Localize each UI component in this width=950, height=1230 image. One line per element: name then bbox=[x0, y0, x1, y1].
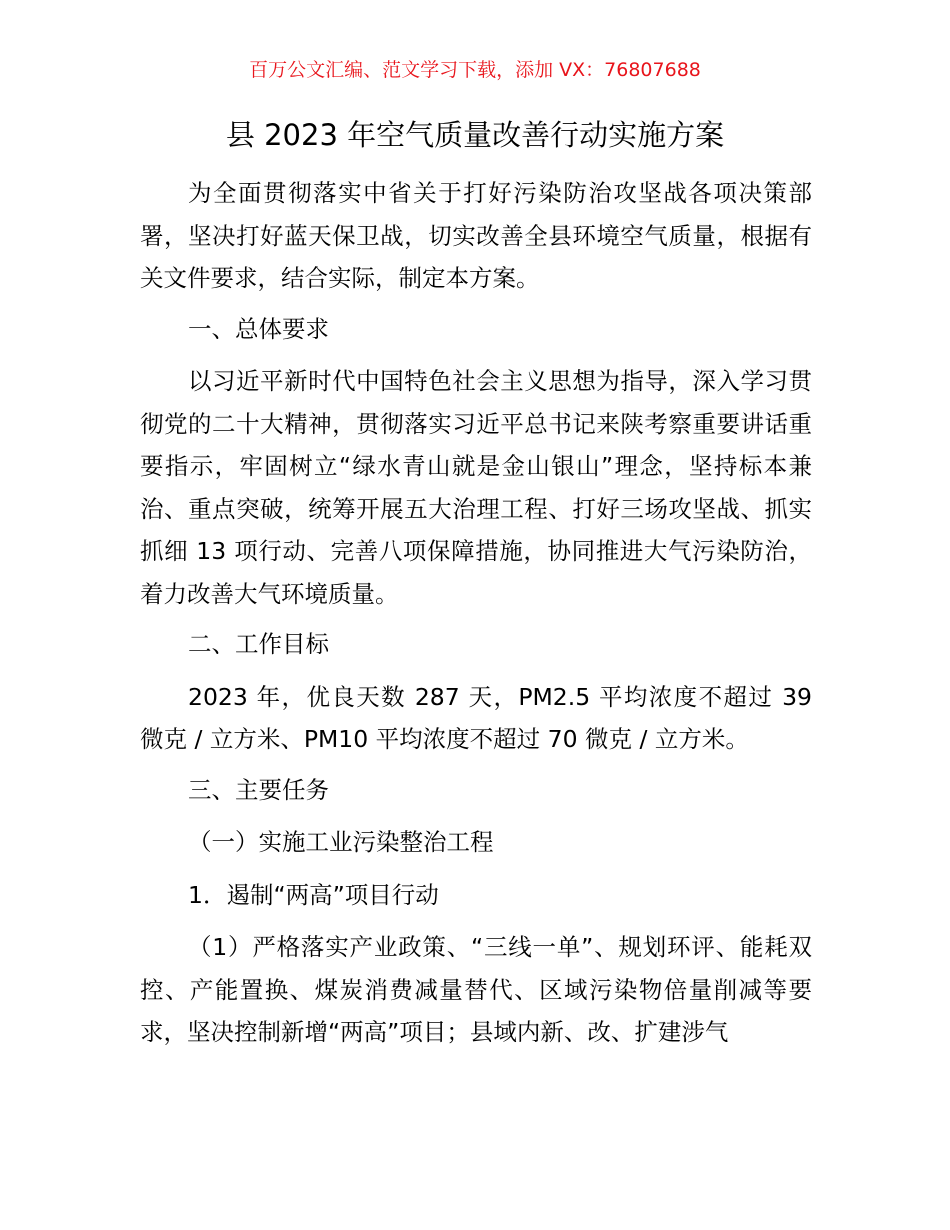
document-body bbox=[140, 172, 812, 1054]
work-goals-paragraph: 2023 年，优良天数 287 天，PM2.5 平均浓度不超过 39 微克 / 立方米、PM10 平均浓度不超过 70 微克 / 立方米。 bbox=[140, 682, 812, 753]
item-paragraph-1: （1）严格落实产业政策、“三线一单”、规划环评、能耗双控、产能置换、煤炭消费减量替代、区域污染物倍量削减等要求，坚决控制新增“两高”项目；县域内新、改、扩建涉气 bbox=[140, 933, 812, 1046]
subsection-heading-industrial-pollution: （一）实施工业污染整治工程 bbox=[188, 828, 494, 856]
section-heading-general-requirements: 一、总体要求 bbox=[188, 314, 329, 343]
item-heading-curb-two-high: 1．遏制“两高”项目行动 bbox=[188, 880, 439, 909]
watermark-header: 百万公文汇编、范文学习下载，添加 VX：76807688 bbox=[249, 59, 701, 81]
intro-paragraph: 为全面贯彻落实中省关于打好污染防治攻坚战各项决策部署，坚决打好蓝天保卫战，切实改善全县环境空气质量，根据有关文件要求，结合实际，制定本方案。 bbox=[140, 179, 812, 292]
document-title: 县 2023 年空气质量改善行动实施方案 bbox=[225, 118, 725, 152]
general-requirements-paragraph: 以习近平新时代中国特色社会主义思想为指导，深入学习贯彻党的二十大精神，贯彻落实习近平总书记来陕考察重要讲话重要指示，牢固树立“绿水青山就是金山银山”理念，坚持标本兼治、重点突破，统筹开展五大治理工程、打好三场攻坚战、抓实抓细 13 项行动、完善八项保障措施，协同推进大气污染防治，着力改善大气环境质量。 bbox=[140, 367, 812, 608]
section-heading-main-tasks: 三、主要任务 bbox=[188, 775, 329, 804]
section-heading-work-goals: 二、工作目标 bbox=[188, 630, 329, 658]
